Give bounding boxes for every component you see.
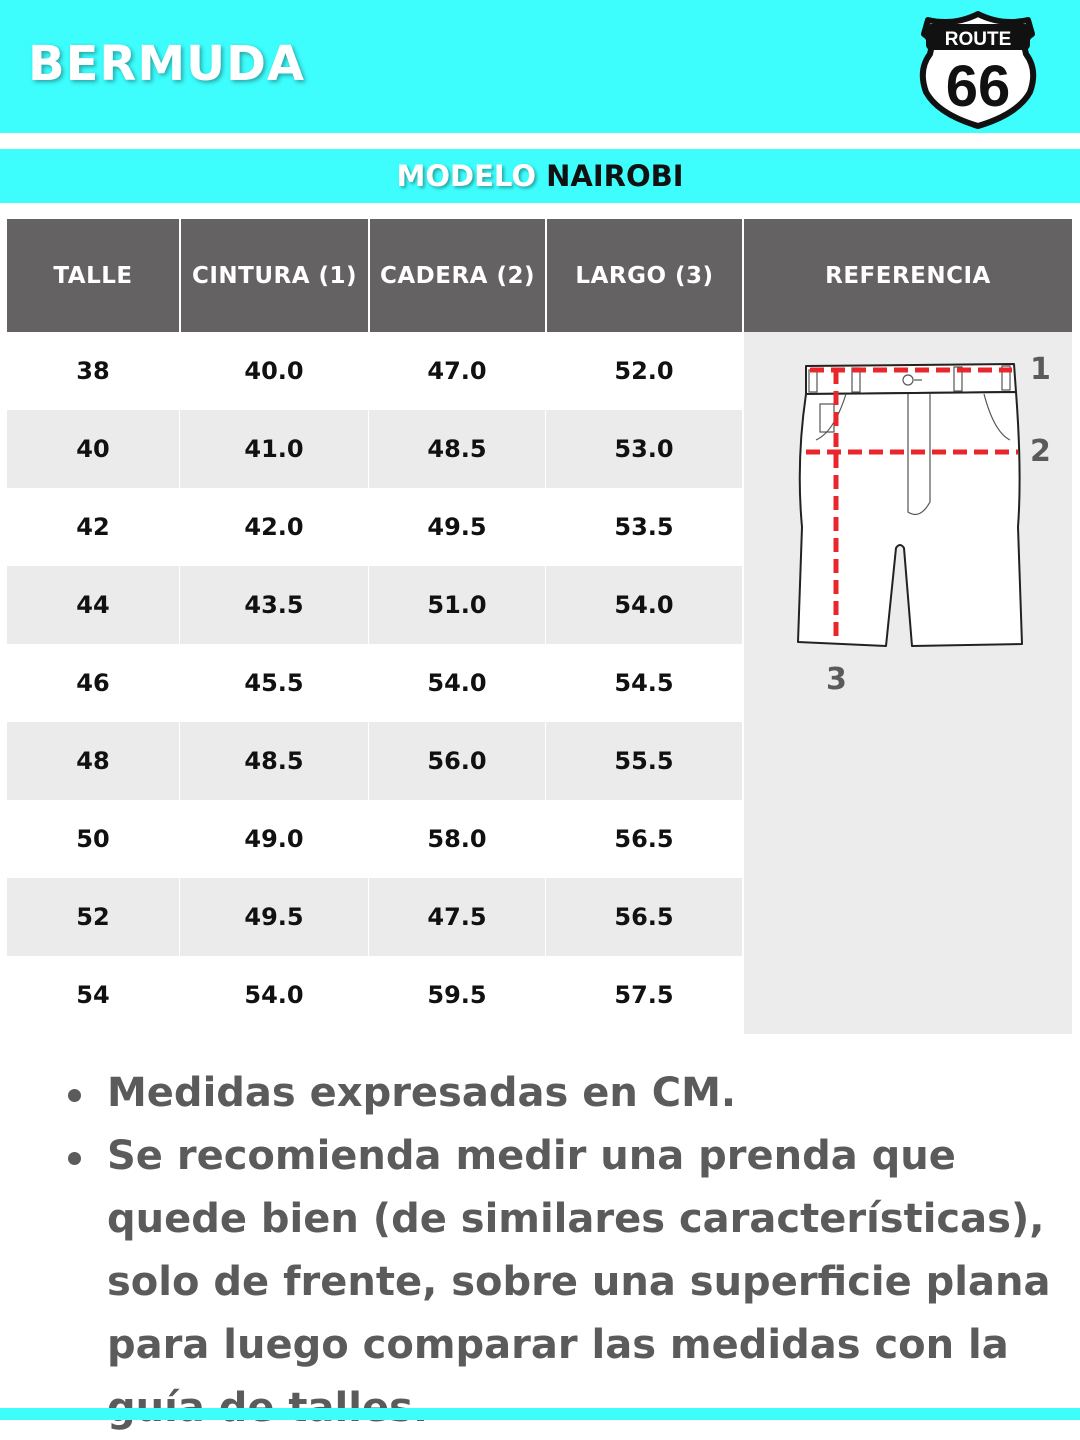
- largo-cell: 57.5: [545, 956, 742, 1034]
- talle-cell: 50: [76, 825, 110, 853]
- table-row: [7, 332, 742, 410]
- note-units: Medidas expresadas en CM.: [64, 1062, 1054, 1125]
- cintura-cell: 42.0: [179, 488, 368, 566]
- cadera-cell: 54.0: [368, 644, 545, 722]
- table-row: [7, 644, 742, 722]
- table-row: [7, 878, 742, 956]
- page-title: BERMUDA: [28, 36, 306, 92]
- cintura-cell: 48.5: [179, 722, 368, 800]
- cadera-cell: 47.5: [368, 878, 545, 956]
- cintura-cell: 45.5: [179, 644, 368, 722]
- note-recommendation: Se recomienda medir una prenda que quede bien (de similares características), solo de frente, sobre una superficie plana para luego comparar las medidas con la: [64, 1125, 1054, 1440]
- largo-cell: 54.0: [545, 566, 742, 644]
- cadera-cell: 48.5: [368, 410, 545, 488]
- cadera-cell: 59.5: [368, 956, 545, 1034]
- cadera-cell: 56.0: [368, 722, 545, 800]
- column-header-cadera: CADERA (2): [370, 219, 545, 332]
- table-row: [7, 956, 742, 1034]
- largo-cell: 53.0: [545, 410, 742, 488]
- talle-cell: 42: [76, 513, 110, 541]
- talle-cell: 40: [76, 435, 110, 463]
- largo-cell: 56.5: [545, 878, 742, 956]
- reference-label-2: 2: [1030, 434, 1051, 469]
- table-row: [7, 800, 742, 878]
- table-row: [7, 566, 742, 644]
- reference-label-3: 3: [826, 662, 847, 697]
- header-bar: [0, 0, 1080, 133]
- table-row: [7, 722, 742, 800]
- route-66-logo: [914, 10, 1042, 130]
- talle-cell: 52: [76, 903, 110, 931]
- cadera-cell: 51.0: [368, 566, 545, 644]
- model-bar: [0, 149, 1080, 203]
- model-name: NAIROBI: [546, 159, 684, 193]
- cintura-cell: 54.0: [179, 956, 368, 1034]
- cintura-cell: 49.0: [179, 800, 368, 878]
- largo-cell: 55.5: [545, 722, 742, 800]
- largo-cell: 53.5: [545, 488, 742, 566]
- talle-cell: 46: [76, 669, 110, 697]
- logo-number-text: 66: [945, 54, 1011, 119]
- model-label: MODELO: [396, 159, 536, 193]
- cintura-cell: 40.0: [179, 332, 368, 410]
- cintura-cell: 43.5: [179, 566, 368, 644]
- column-header-referencia: REFERENCIA: [744, 219, 1072, 332]
- largo-cell: 56.5: [545, 800, 742, 878]
- logo-route-text: ROUTE: [944, 29, 1012, 50]
- shorts-diagram: [790, 352, 1070, 702]
- cintura-cell: 41.0: [179, 410, 368, 488]
- cadera-cell: 47.0: [368, 332, 545, 410]
- talle-cell: 44: [76, 591, 110, 619]
- talle-cell: 48: [76, 747, 110, 775]
- largo-cell: 54.5: [545, 644, 742, 722]
- column-header-talle: TALLE: [7, 219, 179, 332]
- table-row: [7, 410, 742, 488]
- column-header-cintura: CINTURA (1): [181, 219, 368, 332]
- cadera-cell: 58.0: [368, 800, 545, 878]
- cadera-cell: 49.5: [368, 488, 545, 566]
- talle-cell: 38: [76, 357, 110, 385]
- table-row: [7, 488, 742, 566]
- notes-list: [64, 1062, 1054, 1440]
- cintura-cell: 49.5: [179, 878, 368, 956]
- talle-cell: 54: [76, 981, 110, 1009]
- largo-cell: 52.0: [545, 332, 742, 410]
- reference-label-1: 1: [1030, 352, 1051, 387]
- bottom-bar: [0, 1408, 1080, 1420]
- column-header-largo: LARGO (3): [547, 219, 742, 332]
